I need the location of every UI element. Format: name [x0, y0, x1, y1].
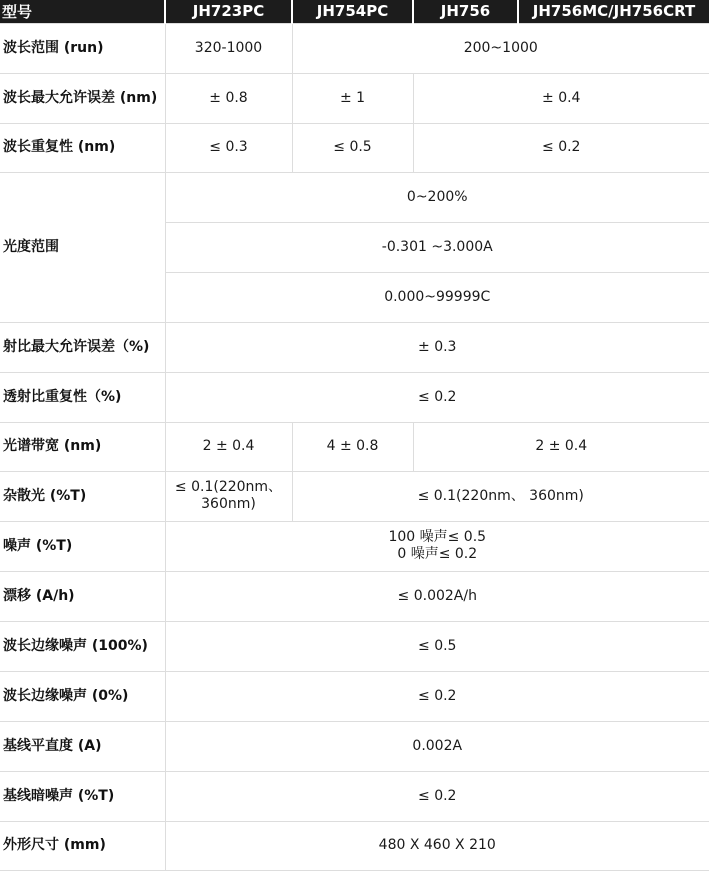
row-label: 波长重复性 (nm): [0, 123, 165, 172]
table-row: [0, 172, 709, 222]
cell-value: ≤ 0.2: [413, 123, 709, 172]
cell-value: 480 X 460 X 210: [165, 821, 709, 870]
row-label: 射比最大允许误差（%): [0, 322, 165, 372]
cell-value: ≤ 0.1(220nm、360nm): [165, 471, 292, 521]
header-jh723pc: JH723PC: [165, 0, 292, 23]
table-header: [0, 0, 709, 23]
table-row: [0, 471, 709, 521]
noise-line-0: 0 噪声≤ 0.2: [397, 546, 478, 562]
table-row: [0, 721, 709, 771]
cell-value: ≤ 0.002A/h: [165, 571, 709, 621]
table-row: [0, 621, 709, 671]
row-label: 光度范围: [0, 172, 165, 322]
row-label: 噪声 (%T): [0, 521, 165, 571]
row-label: 波长边缘噪声 (0%): [0, 671, 165, 721]
table-row: [0, 771, 709, 821]
table-row: [0, 521, 709, 571]
row-label: 杂散光 (%T): [0, 471, 165, 521]
header-jh756: JH756: [413, 0, 518, 23]
row-label: 波长最大允许误差 (nm): [0, 73, 165, 123]
cell-value: ≤ 0.2: [165, 671, 709, 721]
table-row: [0, 821, 709, 870]
cell-value: ≤ 0.5: [165, 621, 709, 671]
table-body: [0, 23, 709, 870]
cell-value: 2 ± 0.4: [165, 422, 292, 471]
table-row: [0, 671, 709, 721]
cell-value: 200~1000: [292, 23, 709, 73]
cell-value: ± 0.3: [165, 322, 709, 372]
table-row: [0, 372, 709, 422]
cell-value: 0.000~99999C: [165, 272, 709, 322]
cell-value: ± 0.4: [413, 73, 709, 123]
row-label: 外形尺寸 (mm): [0, 821, 165, 870]
table-row: [0, 322, 709, 372]
table-row: [0, 23, 709, 73]
cell-value: 320-1000: [165, 23, 292, 73]
cell-value: -0.301 ~3.000A: [165, 222, 709, 272]
table-row: [0, 571, 709, 621]
cell-value: ± 1: [292, 73, 413, 123]
row-label: 漂移 (A/h): [0, 571, 165, 621]
row-label: 波长边缘噪声 (100%): [0, 621, 165, 671]
table-row: [0, 73, 709, 123]
cell-value: ≤ 0.3: [165, 123, 292, 172]
row-label: 基线暗噪声 (%T): [0, 771, 165, 821]
noise-line-100: 100 噪声≤ 0.5: [388, 529, 487, 545]
cell-value: 2 ± 0.4: [413, 422, 709, 471]
header-row: [0, 0, 709, 23]
table-row: [0, 123, 709, 172]
cell-value: ≤ 0.1(220nm、 360nm): [292, 471, 709, 521]
header-jh756mc: JH756MC/JH756CRT: [518, 0, 709, 23]
table-row: [0, 422, 709, 471]
header-model: 型号: [0, 0, 165, 23]
cell-value: 4 ± 0.8: [292, 422, 413, 471]
cell-value: 0~200%: [165, 172, 709, 222]
row-label: 基线平直度 (A): [0, 721, 165, 771]
noise-cell: [165, 521, 709, 571]
cell-value: 0.002A: [165, 721, 709, 771]
row-label: 波长范围 (run): [0, 23, 165, 73]
cell-value: ≤ 0.2: [165, 771, 709, 821]
cell-value: ≤ 0.5: [292, 123, 413, 172]
header-jh754pc: JH754PC: [292, 0, 413, 23]
row-label: 透射比重复性（%): [0, 372, 165, 422]
cell-value: ± 0.8: [165, 73, 292, 123]
cell-value: ≤ 0.2: [165, 372, 709, 422]
row-label: 光谱带宽 (nm): [0, 422, 165, 471]
